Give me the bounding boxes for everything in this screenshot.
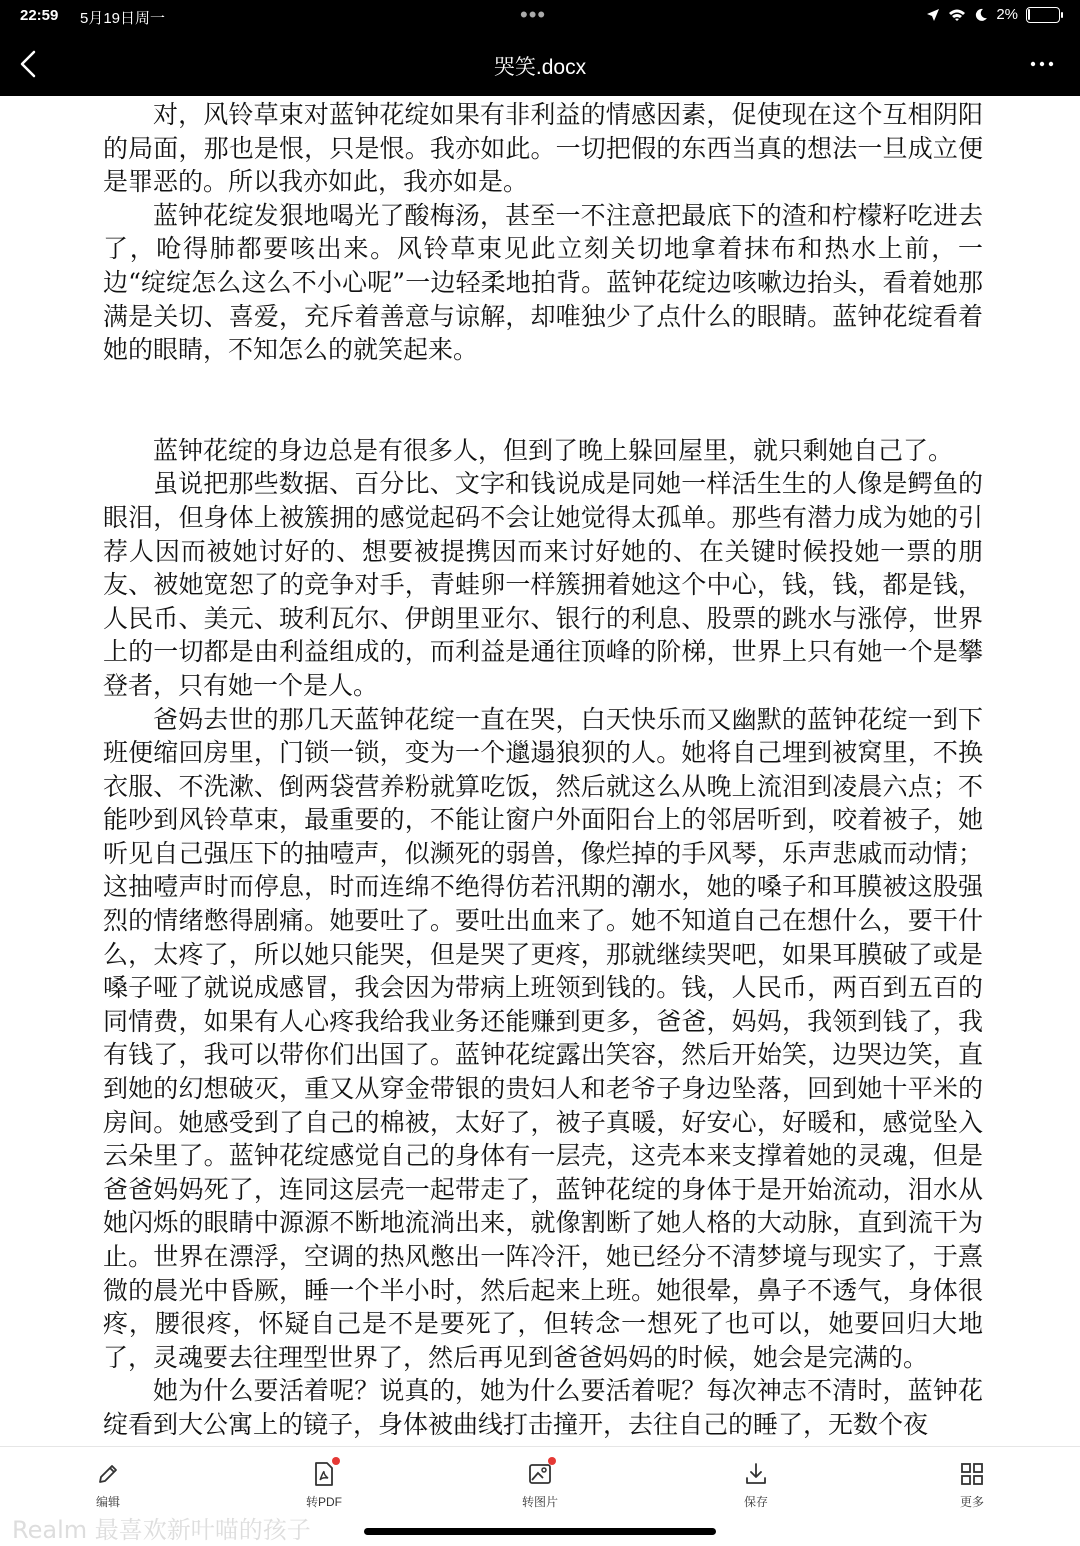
wifi-icon bbox=[948, 8, 966, 22]
convert-image-button[interactable] bbox=[490, 1461, 590, 1510]
convert-pdf-button[interactable] bbox=[274, 1461, 374, 1510]
convert-image-label: 转图片 bbox=[521, 1495, 558, 1509]
section-break bbox=[103, 367, 983, 434]
grid-icon bbox=[959, 1461, 985, 1487]
status-bar bbox=[0, 0, 1080, 32]
status-time: 22:59 bbox=[20, 7, 59, 24]
download-icon bbox=[743, 1461, 769, 1487]
moon-icon bbox=[974, 8, 988, 22]
paragraph: 爸妈去世的那几天蓝钟花绽一直在哭，白天快乐而又幽默的蓝钟花绽一到下班便缩回房里，门锁一锁，变为一个邋遢狼狈的人。她将自己埋到被窝里，不换衣服、不洗漱、倒两袋营养粉就算吃饭，然后就这么从晚上流泪到凌晨六点；不能吵到风铃草束，最重要的，不能让窗户外面阳台上的邻居听到，咬着被子，她听见自己强压下的抽噎声，似濒死的弱兽，像烂掉的手风琴，乐声悲戚而动情；这抽噎声时而停息，时而连绵不绝得仿若汛期的潮水，她的嗓子和耳膜被这股强烈的情绪憋得剧痛。她要吐了。要吐出血来了。她不知道自己在想什么，要干什么，太疼了，所以她只能哭，但是哭了更疼，那就继续哭吧，如果耳膜破了或是嗓子哑了就说成感冒，我会因为带病上班领到钱的。钱，人民币，两百到五百的同情费，如果有人心疼我给我业务还能赚到更多，爸爸，妈妈，我领到钱了，我有钱了，我可以带你们出国了。蓝钟花绽露出笑容，然后开始笑，边哭边笑，直到她的幻想破灭，重又从穿金带银的贵妇人和老爷子身边坠落，回到她十平米的房间。她感受到了自己的棉被，太好了，被子真暖，好安心，好暖和，感觉坠入云朵里了。蓝钟花绽感觉自己的身体有一层壳，这壳本来支撑着她的灵魂，但是爸爸妈妈死了，连同这层壳一起带走了，蓝钟花绽的身体于是开始流动，泪水从她闪烁的眼睛中源源不断地流淌出来，就像割断了她人格的大动脉，直到流干为止。世界在漂浮，空调的热风憋出一阵冷汗，她已经分不清梦境与现实了，于熹微的晨光中昏厥，睡一个半小时，然后起来上班。她很晕，鼻子不透气，身体很疼，腰很疼，怀疑自己是不是要死了，但转念一想死了也可以，她要回归大地了，灵魂要去往理型世界了，然后再见到爸爸妈妈的时候，她会是完满的。 bbox=[103, 704, 983, 1372]
battery-percent: 2% bbox=[996, 6, 1018, 23]
more-options-button[interactable] bbox=[1024, 46, 1060, 82]
notification-badge bbox=[548, 1457, 556, 1465]
nav-bar bbox=[0, 32, 1080, 96]
location-arrow-icon bbox=[926, 8, 940, 22]
save-label: 保存 bbox=[743, 1495, 768, 1509]
document-title: 哭笑.docx bbox=[493, 56, 587, 79]
status-date: 5月19日周一 bbox=[80, 10, 166, 27]
status-icons bbox=[926, 6, 1060, 23]
document-body[interactable] bbox=[103, 98, 983, 1446]
edit-button[interactable] bbox=[58, 1461, 158, 1510]
more-button[interactable] bbox=[922, 1461, 1022, 1510]
paragraph: 虽说把那些数据、百分比、文字和钱说成是同她一样活生生的人像是鳄鱼的眼泪，但身体上被簇拥的感觉起码不会让她觉得太孤单。那些有潜力成为她的引荐人因而被她讨好的、想要被提携因而来讨好她的、在关键时候投她一票的朋友、被她宽恕了的竞争对手，青蛙卵一样簇拥着她这个中心，钱，钱，都是钱，人民币、美元、玻利瓦尔、伊朗里亚尔、银行的利息、股票的跳水与涨停，世界上的一切都是由利益组成的，而利益是通往顶峰的阶梯，世界上只有她一个是攀登者，只有她一个是人。 bbox=[103, 469, 983, 700]
ellipsis-icon bbox=[1024, 46, 1060, 82]
battery-icon bbox=[1026, 7, 1060, 23]
pencil-icon bbox=[95, 1461, 121, 1487]
convert-pdf-label: 转PDF bbox=[305, 1495, 342, 1509]
paragraph: 她为什么要活着呢？说真的，她为什么要活着呢？每次神志不清时，蓝钟花绽看到大公寓上的镜子，身体被曲线打击撞开，去往自己的睡了，无数个夜 bbox=[103, 1376, 983, 1439]
notification-badge bbox=[332, 1457, 340, 1465]
save-button[interactable] bbox=[706, 1461, 806, 1510]
pdf-file-icon bbox=[311, 1461, 337, 1487]
paragraph: 对，风铃草束对蓝钟花绽如果有非利益的情感因素，促使现在这个互相阴阳的局面，那也是恨，只是恨。我亦如此。一切把假的东西当真的想法一旦成立便是罪恶的。所以我亦如此，我亦如是。 bbox=[103, 100, 983, 197]
paragraph: 蓝钟花绽发狠地喝光了酸梅汤，甚至一不注意把最底下的渣和柠檬籽吃进去了，呛得肺都要咳出来。风铃草束见此立刻关切地拿着抹布和热水上前，一边“绽绽怎么这么不小心呢”一边轻柔地拍背。蓝钟花绽边咳嗽边抬头，看着她那满是关切、喜爱，充斥着善意与谅解，却唯独少了点什么的眼睛。蓝钟花绽看着她的眼睛，不知怎么的就笑起来。 bbox=[103, 200, 983, 365]
paragraph: 蓝钟花绽的身边总是有很多人，但到了晚上躲回屋里，就只剩她自己了。 bbox=[153, 435, 954, 465]
more-label: 更多 bbox=[959, 1495, 984, 1509]
home-indicator[interactable] bbox=[364, 1528, 716, 1535]
image-icon bbox=[527, 1461, 553, 1487]
edit-label: 编辑 bbox=[95, 1495, 120, 1509]
multitasking-dots-icon[interactable]: ••• bbox=[520, 2, 547, 27]
watermark-text: Realm 最喜欢新叶喵的孩子 bbox=[12, 1516, 311, 1544]
